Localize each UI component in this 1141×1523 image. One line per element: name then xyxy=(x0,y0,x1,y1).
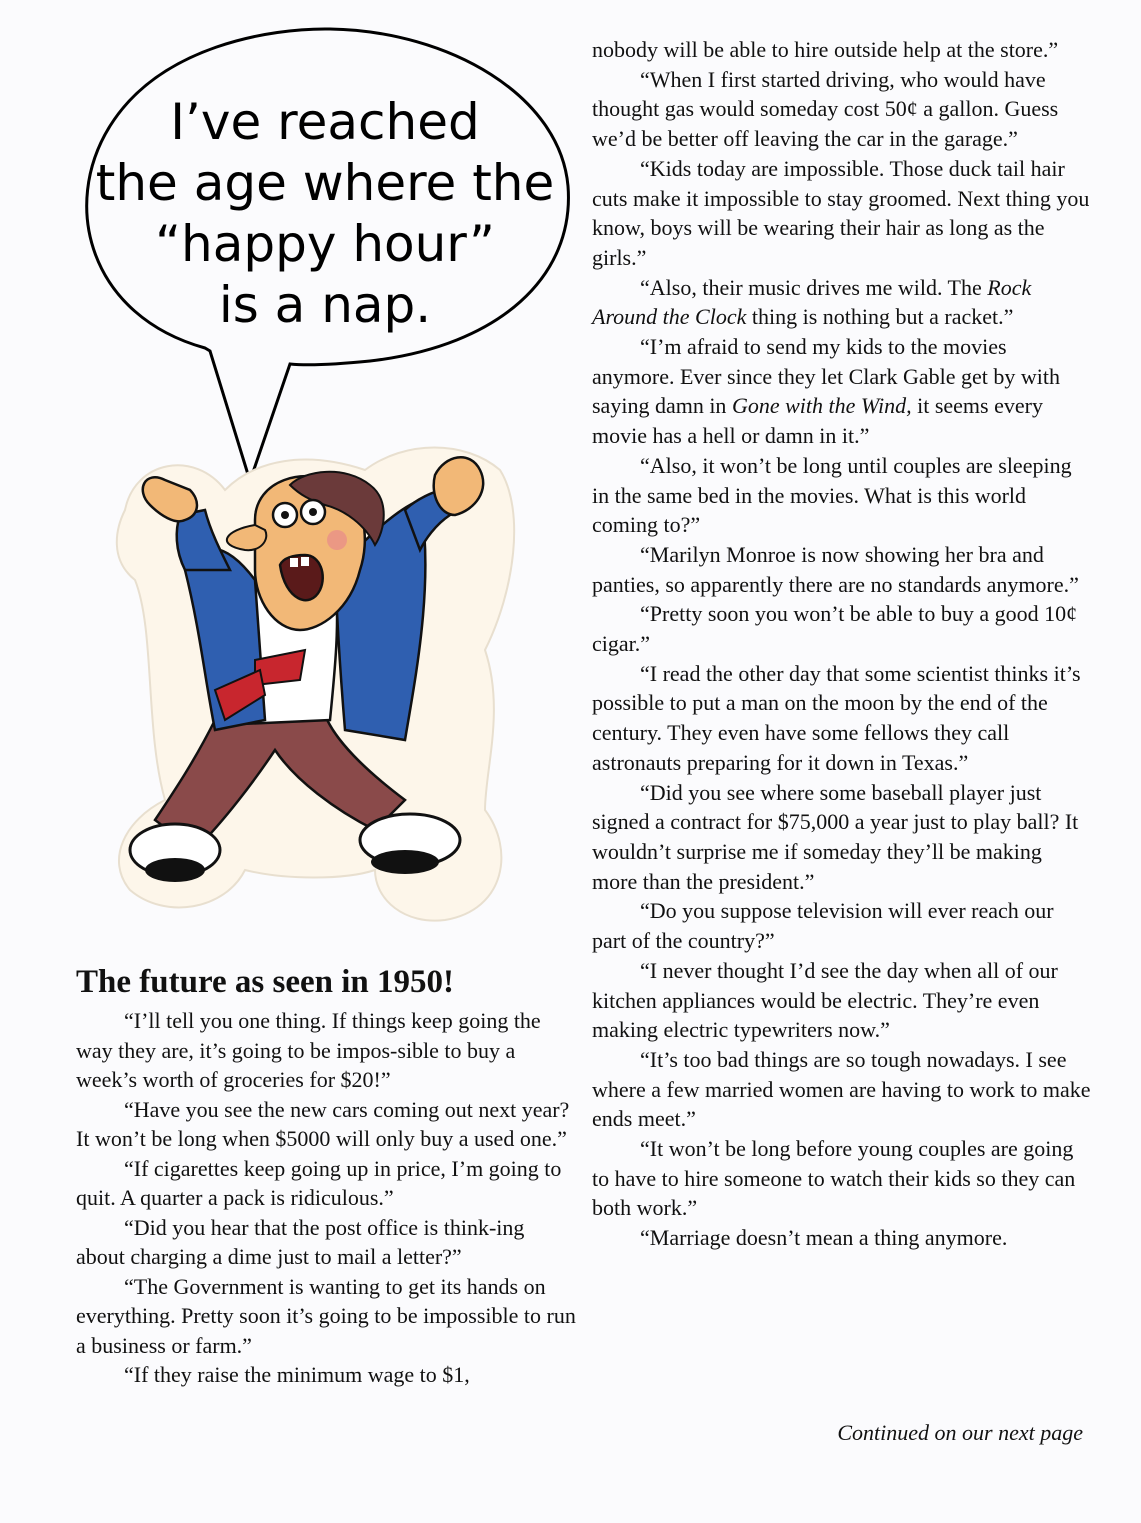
paragraph: “When I first started driving, who would have thought gas would someday cost 50¢ a gallon. Guess we’d be better off leaving the car in the garage.” xyxy=(592,66,1059,152)
paragraph: “If cigarettes keep going up in price, I’m going to quit. A quarter a pack is ridiculous.” xyxy=(76,1155,562,1210)
paragraph: “I never thought I’d see the day when all of our kitchen appliances would be electric. They’re even making electric typewriters now.” xyxy=(592,957,1058,1043)
paragraph: “Also, it won’t be long until couples are sleeping in the same bed in the movies. What is this world coming to?” xyxy=(592,452,1072,538)
paragraph: “If they raise the minimum wage to $1, xyxy=(124,1362,470,1387)
paragraph: “Kids today are impossible. Those duck tail hair cuts make it impossible to stay groomed. Next thing you know, boys will be wearing their hair as long as the girls.” xyxy=(592,155,1090,270)
paragraph: nobody will be able to hire outside help at the store.” xyxy=(592,37,1059,62)
continued-note: Continued on our next page xyxy=(837,1420,1083,1445)
bubble-line: I’ve reached xyxy=(170,93,480,151)
article-heading: The future as seen in 1950! xyxy=(76,964,454,1000)
cartoon-man-illustration xyxy=(105,430,525,930)
song-title: Rock Around the Clock xyxy=(592,274,1032,330)
right-column xyxy=(592,35,1092,1253)
left-column xyxy=(76,960,576,1390)
paragraph: “It’s too bad things are so tough nowadays. I see where a few married women are having to work to make ends meet.” xyxy=(592,1046,1091,1132)
bubble-line: is a nap. xyxy=(218,276,432,334)
paragraph: “Marilyn Monroe is now showing her bra and panties, so apparently there are no standards anymore.” xyxy=(592,541,1079,597)
paragraph: “The Government is wanting to get its hands on everything. Pretty soon it’s going to be impossible to run a business or farm.” xyxy=(76,1273,576,1358)
movie-title: Gone with the Wind, xyxy=(731,393,912,419)
paragraph: “Marriage doesn’t mean a thing anymore. xyxy=(640,1225,1008,1251)
text-span: “I’m afraid to send my kids to the movies anymore. Ever since they let Clark Gable get by with saying damn in xyxy=(592,334,1060,419)
bubble-text xyxy=(95,92,555,336)
paragraph: “Did you hear that the post office is think-ing about charging a dime just to mail a letter?” xyxy=(76,1214,525,1269)
paragraph: “Have you see the new cars coming out next year? It won’t be long when $5000 will only buy a used one.” xyxy=(76,1096,570,1151)
paragraph: “I read the other day that some scientist thinks it’s possible to put a man on the moon by the end of the century. They even have some fellows they call astronauts preparing for it down in Texas.” xyxy=(592,660,1081,775)
paragraph: “Do you suppose television will ever reach our part of the country?” xyxy=(592,898,1054,954)
paragraph: “I’ll tell you one thing. If things keep going the way they are, it’s going to be impos-sible to buy a week’s worth of groceries for $20!” xyxy=(76,1008,541,1092)
paragraph-music xyxy=(592,273,1092,332)
bubble-line: the age where the xyxy=(95,154,555,212)
bubble-line: “happy hour” xyxy=(155,215,495,273)
text-span: “Also, their music drives me wild. The xyxy=(640,274,988,300)
paragraph: “It won’t be long before young couples are going to have to hire someone to watch their kids so they can both work.” xyxy=(592,1136,1076,1221)
text-span: thing is nothing but a racket.” xyxy=(746,304,1014,330)
paragraph: “Did you see where some baseball player just signed a contract for $75,000 a year just to play ball? It wouldn’t surprise me if someday they’ll be making more than the president.” xyxy=(592,779,1079,894)
paragraph: “Pretty soon you won’t be able to buy a good 10¢ cigar.” xyxy=(592,601,1078,657)
text-span: it seems every movie has a hell or damn in it.” xyxy=(592,393,1043,449)
paragraph-movies xyxy=(592,332,1092,451)
